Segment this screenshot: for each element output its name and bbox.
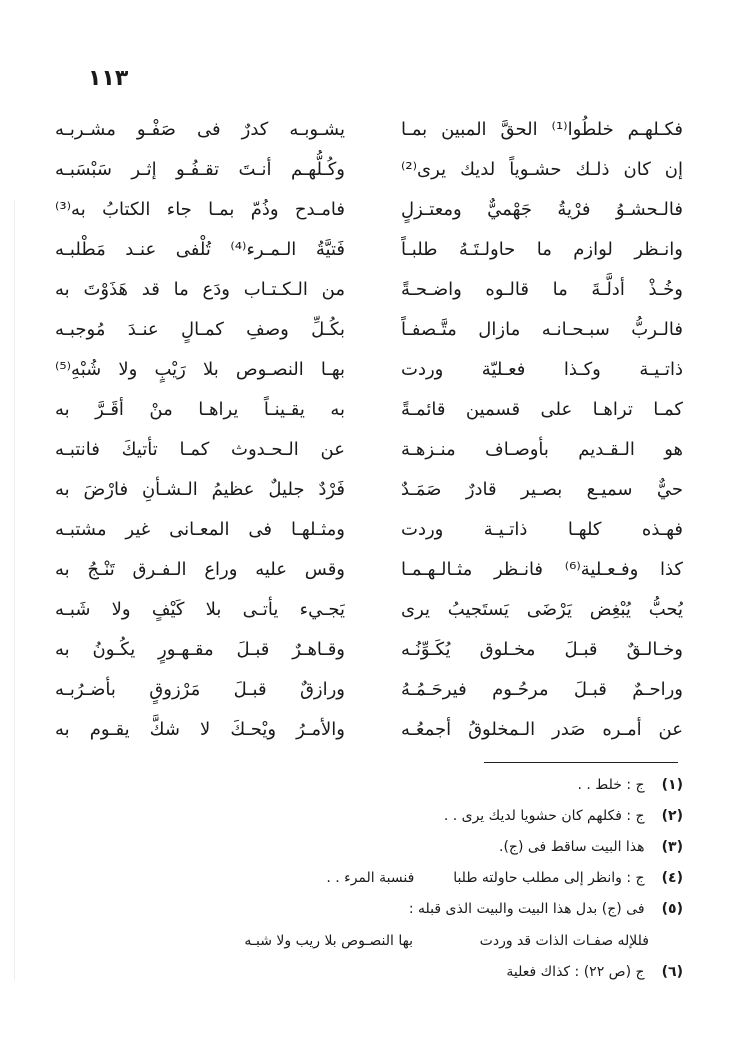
verse-line [0, 428, 745, 472]
verse-line [0, 348, 745, 392]
footnote-text: ج : خلط . . [577, 777, 645, 793]
footnote [43, 957, 683, 988]
verse-right-hemistich: وانـظر لوازم ما حاولـتَـهُ طلبـاً [401, 239, 683, 260]
footnote-text: ج (ص ٢٢) : كذاك فعلية [506, 964, 645, 980]
verse-right-hemistich: كذا وفـعـلية⁽⁶⁾ فانـظر مثـالـهـمـا [401, 559, 683, 580]
footnote [43, 863, 683, 894]
footnote-number: (٦) [661, 964, 683, 980]
verse-left-hemistich: وقـاهـرٌ قبـلَ مقـهـورٍ يكُـونُ به [55, 639, 345, 660]
footnotes [43, 770, 683, 988]
verse-left-hemistich: ومثـلهـا فى المعـانى غير مشتبـه [55, 519, 345, 540]
verse-line [0, 468, 745, 512]
verse-right-hemistich: هو الـقـديم بأوصـاف منـزهـة [401, 439, 683, 460]
footnote-text: ج : فكلهم كان حشويا لديك يرى . . [443, 808, 645, 824]
verse-left-hemistich: يَجـيء يأتـى بلا كَيْفٍ ولا شَبـه [55, 599, 345, 620]
verse-right-hemistich: وخُـذْ أدلَّـةَ ما قالـوه واضـحـةً [401, 279, 683, 300]
verse-line [0, 108, 745, 152]
verse-right-hemistich: فالـربُّ سبـحـانـه مازال متَّـصفـاً [401, 319, 683, 340]
footnote-number: (٤) [661, 870, 683, 886]
footnote [43, 894, 683, 925]
footnote [43, 832, 683, 863]
verse-right-hemistich: وخـالـقٌ قبـلَ مخـلوق يُكَـوِّنُـه [401, 639, 683, 660]
verse-line [0, 308, 745, 352]
verse-line [0, 588, 745, 632]
verse-line [0, 388, 745, 432]
verse-line [0, 548, 745, 592]
verse-right-hemistich: عن أمـره صَدر الـمخلوقُ أجمعُـه [401, 719, 683, 740]
verse-right-hemistich: وراحـمٌ قبـلَ مرحُـوم فيرحَـمُـهُ [401, 679, 683, 700]
footnote-number: (٣) [661, 839, 683, 855]
verse-left-hemistich: من الـكـتـاب ودَع ما قد هَذَوْتَ به [55, 279, 345, 300]
verse-left-hemistich: فامـدح وذُمّ بمـا جاء الكتابُ به⁽³⁾ [55, 199, 345, 220]
verse-line [0, 268, 745, 312]
footnote [43, 770, 683, 801]
verse-left-hemistich: بكُـلِّ وصفِ كمـالٍ عنـدَ مُوجبـه [55, 319, 345, 340]
verse-right-hemistich: فكـلهـم خلطُوا⁽¹⁾ الحقَّ المبين بمـا [401, 119, 683, 140]
page-number: ١١٣ [88, 66, 129, 91]
verse-left-hemistich: وكُـلُّهـم أنـتَ تقـفُـو إثـر سَبْسَبـه [55, 159, 345, 180]
verse-line [0, 148, 745, 192]
verse-left-hemistich: بهـا النصـوص بلا رَيْبٍ ولا شُبْهِ⁽⁵⁾ [55, 359, 345, 380]
footnote-cited-verse [43, 925, 683, 957]
footnote-number: (١) [661, 777, 683, 793]
verse-left-hemistich: فَتيَّةُ الـمـرء⁽⁴⁾ تُلْفى عنـد مَطْلبـه [55, 239, 345, 260]
footnote-number: (٥) [661, 901, 683, 917]
footnote-text: فى (ج) بدل هذا البيت والبيت الذى قبله : [408, 901, 645, 917]
footnote-text: ج : وانظر إلى مطلب حاولته طلبا [453, 870, 645, 886]
verse-left-hemistich: به يقـينـاً يراهـا منْ أقَـرَّ به [55, 399, 345, 420]
verse-left-hemistich: يشـوبـه كدرٌ فى صَفْـو مشـربـه [55, 119, 345, 140]
verse-right-hemistich: حيٌّ سميـع بصـير قادرٌ صَمَـدٌ [401, 479, 683, 500]
verse-line [0, 508, 745, 552]
footnote-number: (٢) [661, 808, 683, 824]
footnote-text: هذا البيت ساقط فى (ج). [499, 839, 645, 855]
verse-left-hemistich: عن الـحـدوث كمـا تأتيكَ فانتبـه [55, 439, 345, 460]
verse-left-hemistich: والأمـرُ ويْحـكَ لا شكَّ يقـوم به [55, 719, 345, 740]
footnote-separator [484, 762, 678, 763]
verse-line [0, 628, 745, 672]
verse-line [0, 708, 745, 752]
footnote-text-second: فنسبة المرء . . [326, 870, 415, 886]
verse-right-hemistich: فالـحشـوُ فرْيةُ جَهْميٌّ ومعتـزلٍ [401, 199, 683, 220]
footnote [43, 801, 683, 832]
verse-line [0, 188, 745, 232]
verse-left-hemistich: فَرْدٌ جليلٌ عظيمُ الـشـأنِ فارْضَ به [55, 479, 345, 500]
verse-left-hemistich: وقس عليه وراع الـفـرق تَنْـجُ به [55, 559, 345, 580]
verse-left-hemistich: ورازقٌ قبـلَ مَرْزوقٍ بأضـرُبـه [55, 679, 345, 700]
verse-line [0, 668, 745, 712]
verse-right-hemistich: يُحبُّ يُبْغِض يَرْضَى يَستَجيبُ يرى [401, 599, 683, 620]
verse-right-hemistich: ذاتـيـة وكـذا فعـليّة وردت [401, 359, 683, 380]
cited-verse-right: فللإله صفـات الذات قد وردت [479, 933, 649, 949]
cited-verse-left: بها النصـوص بلا ريب ولا شبـه [244, 933, 413, 949]
verse-line [0, 228, 745, 272]
verse-right-hemistich: إن كان ذلـك حشـوياً لديك يرى⁽²⁾ [401, 159, 683, 180]
verse-right-hemistich: فهـذه كلهـا ذاتـيـة وردت [401, 519, 683, 540]
verse-right-hemistich: كمـا تراهـا على قسمين قائمـةً [401, 399, 683, 420]
